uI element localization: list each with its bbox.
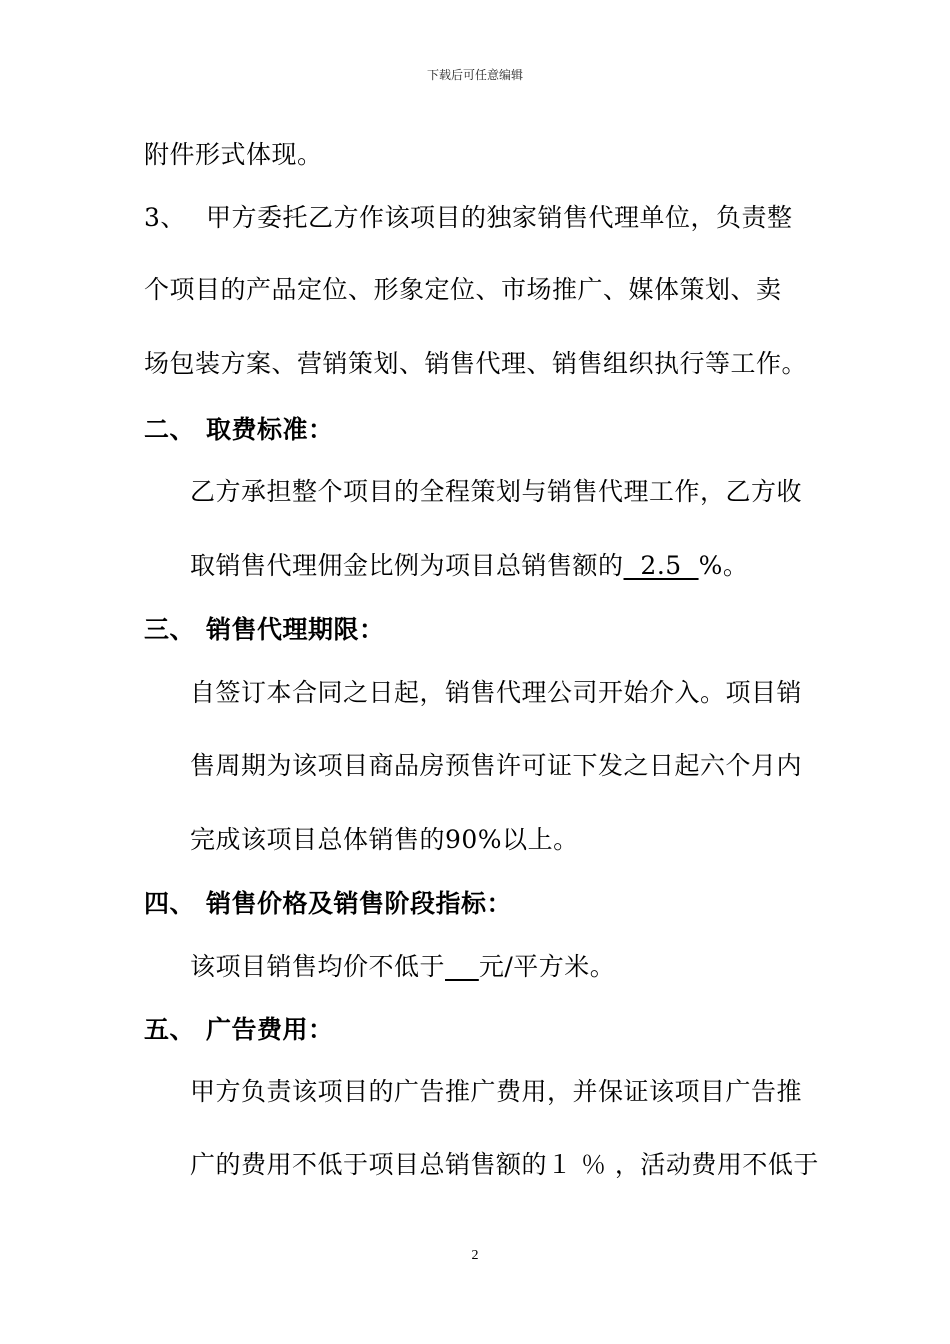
- page-header: 下载后可任意编辑: [426, 68, 523, 82]
- paragraph-line: [190, 947, 615, 983]
- paragraph-line: 个项目的产品定位、形象定位、市场推广、媒体策划、卖: [144, 275, 782, 304]
- text-fragment: 该项目销售均价不低于: [190, 952, 446, 981]
- price-blank: [445, 952, 479, 981]
- paragraph-line: 附件形式体现。: [144, 140, 323, 169]
- page-number: 2: [471, 1248, 479, 1263]
- commission-rate-value: 2.5: [623, 551, 699, 580]
- section-number: 三、: [144, 615, 196, 644]
- list-item-3: [144, 198, 793, 234]
- section-number: 五、: [144, 1015, 196, 1044]
- text-fragment: 取销售代理佣金比例为项目总销售额的: [190, 551, 624, 580]
- paragraph-line: [190, 546, 748, 582]
- paragraph-line: 自签订本合同之日起，销售代理公司开始介入。项目销: [190, 678, 803, 707]
- section-title: 广告费用：: [206, 1015, 334, 1044]
- paragraph-line: 完成该项目总体销售的90%以上。: [190, 825, 579, 854]
- paragraph-line: 售周期为该项目商品房预售许可证下发之日起六个月内: [190, 751, 803, 780]
- section-number: 二、: [144, 415, 196, 444]
- paragraph-line: 乙方承担整个项目的全程策划与销售代理工作，乙方收: [190, 477, 803, 506]
- paragraph-line: 甲方负责该项目的广告推广费用，并保证该项目广告推: [190, 1077, 803, 1106]
- section-heading-3: [144, 610, 385, 646]
- paragraph-line: 广的费用不低于项目总销售额的１ ％ ，活动费用不低于: [190, 1150, 819, 1179]
- section-number: 四、: [144, 889, 196, 918]
- section-title: 取费标准：: [206, 415, 334, 444]
- paragraph-line: 场包装方案、营销策划、销售代理、销售组织执行等工作。: [144, 349, 808, 378]
- text-fragment: 元/平方米。: [478, 952, 616, 981]
- section-title: 销售价格及销售阶段指标：: [206, 889, 513, 918]
- text-fragment: %。: [698, 551, 749, 580]
- section-heading-5: [144, 1010, 334, 1046]
- section-title: 销售代理期限：: [206, 615, 385, 644]
- list-number: 3、: [144, 203, 186, 232]
- section-heading-2: [144, 410, 334, 446]
- section-heading-4: [144, 884, 512, 920]
- list-text: 甲方委托乙方作该项目的独家销售代理单位，负责整: [206, 203, 793, 232]
